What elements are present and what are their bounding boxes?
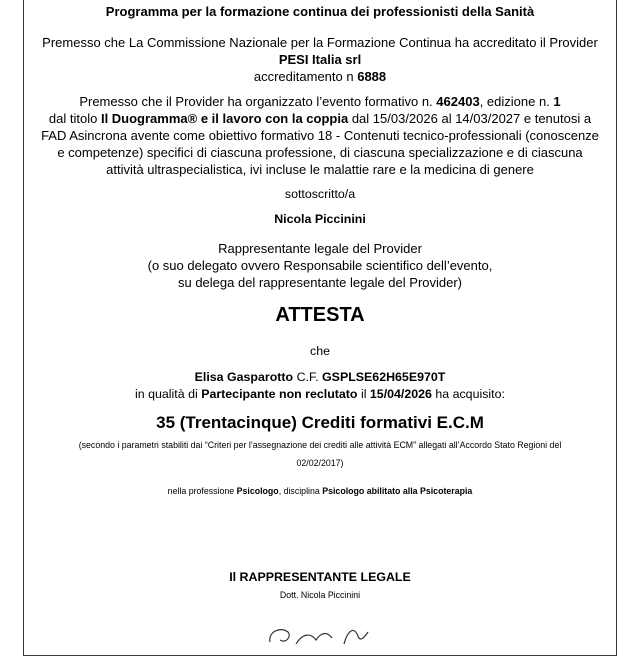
provider-name: PESI Italia srl <box>278 52 362 67</box>
objective-line-2: e competenze) specifici di ciascuna professione, di ciascuna specializzazione e di ciascuna <box>57 145 583 160</box>
accreditation-number: 6888 <box>357 69 387 84</box>
profession-line: nella professione Psicologo, disciplina Psicologo abilitato alla Psicoterapia <box>167 486 473 496</box>
objective-line-1: FAD Asincrona avente come obiettivo formativo 18 - Contenuti tecnico-professionali (conoscenze <box>41 128 599 143</box>
premise-commission-line: Premesso che La Commissione Nazionale per la Formazione Continua ha accreditato il Provider <box>42 35 598 50</box>
accreditation-line <box>0 68 640 85</box>
program-title: Programma per la formazione continua dei professionisti della Sanità <box>105 4 535 19</box>
edition-number: 1 <box>553 94 561 109</box>
profession: Psicologo <box>236 486 279 496</box>
credits-awarded: 35 (Trentacinque) Crediti formativi E.C.M <box>156 413 484 432</box>
legal-representative-name: Dott. Nicola Piccinini <box>279 590 361 600</box>
completion-date: 15/04/2026 <box>369 387 432 401</box>
fiscal-code: GSPLSE62H65E970T <box>322 370 446 384</box>
accreditation-label: accreditamento n <box>253 69 354 84</box>
event-title: Il Duogramma® e il lavoro con la coppia <box>100 111 349 126</box>
legal-representative-title: Il RAPPRESENTANTE LEGALE <box>229 570 411 584</box>
objective-line-3: attività ultraspecialistica, ivi incluse le malattie rare e la medicina di genere <box>106 162 534 177</box>
participant-name: Elisa Gasparotto <box>194 370 294 384</box>
criteria-note-1: (secondo i parametri stabiliti dai “Criteri per l’assegnazione dei crediti alle attività ECM” allegati all’Accordo Stato Regioni del <box>78 440 562 450</box>
attestation-heading: ATTESTA <box>275 304 365 326</box>
signer-name: Nicola Piccinini <box>274 212 366 226</box>
discipline: Psicologo abilitato alla Psicoterapia <box>322 486 473 496</box>
premise-event-line: Premesso che il Provider ha organizzato l’evento formativo n. 462403, edizione n. 1 <box>79 94 561 109</box>
signer-role-3: su delega del rappresentante legale del Provider) <box>177 275 463 290</box>
participation-line: in qualità di Partecipante non reclutato il 15/04/2026 ha acquisito: <box>135 387 505 401</box>
participant-role: Partecipante non reclutato <box>201 387 358 401</box>
signer-role-1: Rappresentante legale del Provider <box>218 241 422 256</box>
signer-role-2: (o suo delegato ovvero Responsabile scientifico dell’evento, <box>147 258 493 273</box>
event-number: 462403 <box>436 94 480 109</box>
participant-line: Elisa Gasparotto C.F. GSPLSE62H65E970T <box>194 370 446 384</box>
undersigned-label: sottoscritto/a <box>284 187 356 201</box>
event-title-line: dal titolo Il Duogramma® e il lavoro con la coppia dal 15/03/2026 al 14/03/2027 e tenutosi a <box>48 111 592 126</box>
che-label: che <box>310 344 330 358</box>
criteria-note-2: 02/02/2017) <box>296 458 344 468</box>
